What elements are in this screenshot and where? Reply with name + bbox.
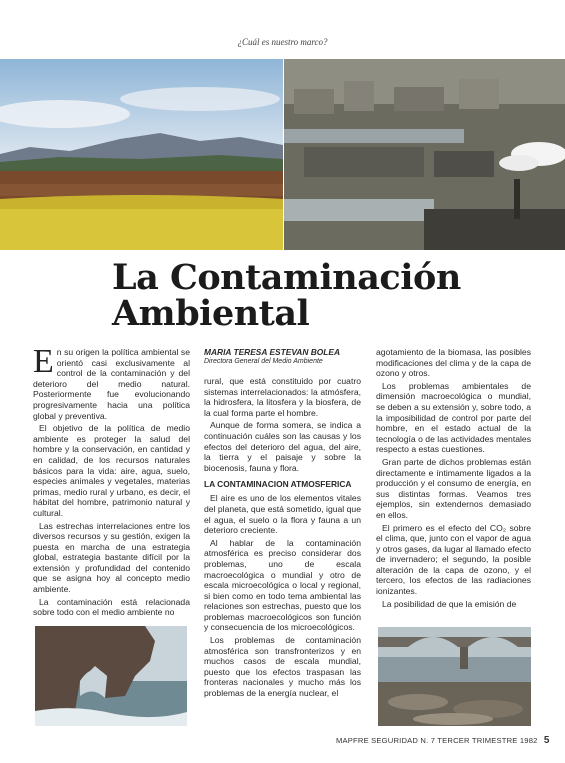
byline-role: Directora General del Medio Ambiente <box>204 358 323 365</box>
paragraph: Las estrechas interrelaciones entre los diversos recursos y su gestión, exigen la puesta en marcha de una estrategia global, estrategia bastante difícil por la extensión y profundidad del contenido que se asigna hoy al concepto medio ambiente. <box>33 520 190 595</box>
page-number: 5 <box>543 735 550 746</box>
paragraph: La posibilidad de que la emisión de <box>382 598 517 609</box>
paragraph: La contaminación está relacionada sobre todo con el medio ambiente no <box>33 596 190 617</box>
section-kicker: ¿Cuál es nuestro marco? <box>237 37 328 47</box>
paragraph: El primero es el efecto del CO₂ sobre el clima, que, junto con el vapor de agua y otros gases, da lugar al llamado efecto de invernadero; el segundo, la posible alteración de la capa de ozono, y el tercero, los efectos de las radiaciones ionizantes. <box>376 522 531 597</box>
paragraph: n su origen la política ambiental se orientó casi exclusivamente al control de la contaminación y del deterioro del medio natural. Posteriormente fue evolucionando progresivamente hacia una política global y preventiva. <box>33 347 190 421</box>
title-line-2: Ambiental <box>112 293 310 334</box>
paragraph: Aunque de forma somera, se indica a continuación cuáles son las causas y los efectos del deterioro del agua, del aire, la tierra y el paisaje y sobre la biocenosis, fauna y flora. <box>204 420 361 473</box>
footer-publication: MAPFRE SEGURIDAD N. 7 TERCER TRIMESTRE 1982 <box>336 736 538 745</box>
paragraph: agotamiento de la biomasa, las posibles modificaciones del clima y de la capa de ozono y otros. <box>376 347 531 379</box>
polluted-river-bridge-photo <box>378 627 531 726</box>
paragraph: El objetivo de la política de medio ambiente es proteger la salud del hombre y la conservación, en cantidad y en calidad, de los recursos naturales básicos para la vida: aire, agua, suelo, especies animales y vegetales, materias primas, medio rural y urbano, es decir, el hábitat del hombre, patrimonio natural y cultural. <box>33 423 190 518</box>
industrial-city-photo <box>284 59 565 250</box>
sea-arch-photo <box>35 626 187 726</box>
title-line-1: La Contaminación <box>112 257 461 298</box>
byline-author: MARIA TERESA ESTEVAN BOLEA <box>204 347 341 357</box>
paragraph: Al hablar de la contaminación atmosférica es preciso considerar dos problemas, uno de escala macroecológica o mundial y otro de escala microecológica o local y regional, si bien como en todo tema ambiental las relaciones son estrechas, puesto que los problemas macroecológicos son función y consecuencia de los microecológicos. <box>204 537 361 633</box>
paragraph: Los problemas ambientales de dimensión macroecológica o mundial, se deben a su extensión y, sobre todo, a la imposibilidad de control por parte del hombre, en el estado actual de la tecnología o de las actividades mentales respecto a estas cuestiones. <box>376 380 531 455</box>
article-title <box>112 257 461 334</box>
text-column-3 <box>376 347 531 619</box>
paragraph: El aire es uno de los elementos vitales del planeta, que está sometido, igual que el agua, el suelo o la flora y fauna a un deterioro creciente. <box>204 493 361 536</box>
paragraph: Los problemas de contaminación atmosférica son transfronterizos y en muchos casos de escala mundial, puesto que los efectos traspasan las fronteras nacionales y mucho más los problemas de la energía nuclear, el <box>204 635 361 699</box>
drop-cap: E <box>33 347 54 380</box>
paragraph: Gran parte de dichos problemas están directamente e íntimamente ligados a la producción y el consumo de energía, en sus distintas formas. Veamos tres ejemplos, sin extendernos demasiado en ellos. <box>376 456 531 520</box>
page-footer <box>336 735 558 746</box>
landscape-photo <box>0 59 283 250</box>
section-heading: LA CONTAMINACION ATMOSFERICA <box>204 479 352 490</box>
text-column-1 <box>33 347 190 617</box>
text-column-2 <box>204 347 361 732</box>
paragraph: rural, que está constituido por cuatro sistemas interrelacionados: la atmósfera, la hidrosfera, la litosfera y la biosfera, de la cual forma parte el hombre. <box>204 376 361 418</box>
